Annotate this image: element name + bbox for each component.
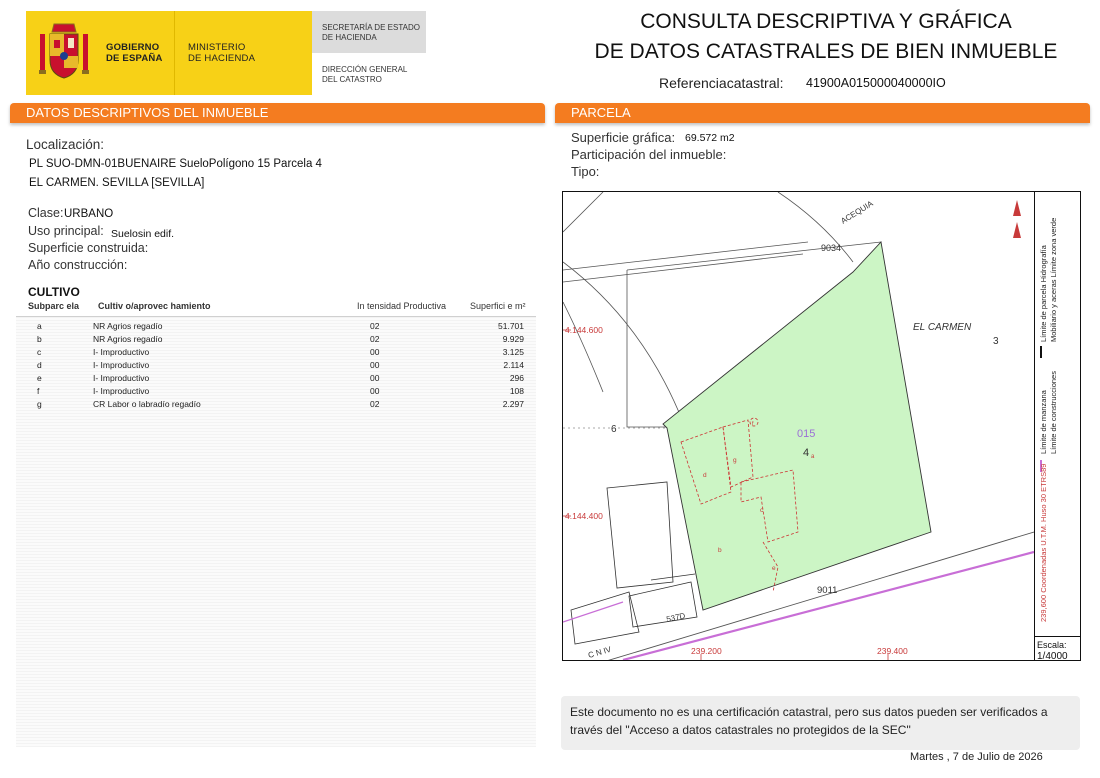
th-cultivo: Cultiv o/aprovec hamiento — [98, 301, 211, 311]
cell-superficie: 2.297 — [502, 399, 524, 409]
label-537d: 537D — [665, 611, 687, 624]
sublabel-b: b — [718, 547, 722, 554]
coat-of-arms-icon — [36, 20, 92, 84]
superficie-construida-label: Superficie construida: — [28, 241, 149, 255]
legend-coords: 239,600 Coordenadas U.T.M. Huso 30 ETRS89 — [1039, 463, 1048, 622]
cell-cultivo: I- Improductivo — [93, 347, 150, 357]
label-9034: 9034 — [821, 243, 842, 253]
uso-label: Uso principal: — [28, 224, 104, 238]
cell-superficie: 9.929 — [502, 334, 524, 344]
cell-intensidad: 00 — [370, 347, 380, 357]
label-9011: 9011 — [817, 585, 838, 596]
cell-cultivo: I- Improductivo — [93, 386, 150, 396]
table-row — [16, 386, 536, 398]
cell-superficie: 108 — [509, 386, 524, 396]
section-parcela: PARCELA — [555, 103, 1090, 123]
table-row — [16, 373, 536, 385]
th-superficie: Superfici e m² — [470, 301, 526, 311]
cell-intensidad: 02 — [370, 334, 380, 344]
label-4: 4 — [803, 447, 810, 459]
escala-label: Escala: — [1037, 640, 1067, 650]
ano-construccion-label: Año construcción: — [28, 258, 128, 272]
cell-cultivo: I- Improductivo — [93, 373, 150, 383]
cell-intensidad: 02 — [370, 321, 380, 331]
th-subparcela: Subparc ela — [28, 301, 80, 311]
cell-cultivo: CR Labor o labradío regadío — [93, 399, 201, 409]
label-6: 6 — [611, 424, 617, 435]
cell-subparcela: e — [37, 373, 42, 383]
gobierno-logo — [26, 11, 426, 95]
cell-subparcela: c — [37, 347, 42, 357]
clase-label: Clase: — [28, 206, 64, 220]
table-row — [16, 399, 536, 411]
direccion-name: DIRECCIÓN GENERAL DEL CATASTRO — [322, 65, 408, 84]
north-arrow-icon — [1013, 200, 1021, 238]
cell-subparcela: g — [37, 399, 42, 409]
cell-subparcela: f — [37, 386, 40, 396]
map-legend — [1034, 192, 1081, 636]
coord-x2: 239.400 — [877, 646, 908, 656]
ref-catastral-value: 41900A015000040000IO — [806, 76, 946, 90]
cell-cultivo: I- Improductivo — [93, 360, 150, 370]
secretaria-name: SECRETARÍA DE ESTADO DE HACIENDA — [322, 23, 420, 42]
ref-catastral-label: Referenciacatastral: — [659, 75, 784, 91]
sublabel-f: f — [752, 421, 754, 427]
ministry-name: MINISTERIO DE HACIENDA — [188, 42, 256, 64]
cultivo-table-header — [16, 298, 536, 317]
parcel-map — [563, 192, 1034, 660]
cell-intensidad: 00 — [370, 360, 380, 370]
superficie-grafica-label: Superficie gráfica: — [571, 130, 676, 145]
parcel-4-shape — [663, 242, 931, 610]
label-3: 3 — [993, 336, 999, 347]
logo-divider — [174, 11, 175, 95]
cell-cultivo: NR Agrios regadío — [93, 334, 163, 344]
label-015: 015 — [797, 428, 816, 440]
table-row — [16, 321, 536, 333]
sublabel-e: e — [772, 565, 776, 572]
cell-cultivo: NR Agrios regadío — [93, 321, 163, 331]
cell-subparcela: b — [37, 334, 42, 344]
legend-manzana: Límite de manzana — [1039, 390, 1048, 454]
cell-subparcela: a — [37, 321, 42, 331]
cultivo-table-body — [16, 317, 536, 747]
tipo-label: Tipo: — [571, 164, 600, 179]
cultivo-title: CULTIVO — [28, 285, 80, 299]
legend-parcela-swatch — [1040, 346, 1042, 358]
gov-name: GOBIERNO DE ESPAÑA — [106, 42, 163, 64]
cell-superficie: 51.701 — [498, 321, 524, 331]
sublabel-c: c — [760, 507, 764, 514]
disclaimer-text: Este documento no es una certificación catastral, pero sus datos pueden ser verificados a través del "Acceso a datos catastrales no protegidos de la SEC" — [570, 705, 1048, 737]
logo-right-panel — [312, 11, 426, 95]
table-row — [16, 360, 536, 372]
participacion-label: Participación del inmueble: — [571, 147, 727, 162]
legend-construcciones: Límite de construcciones — [1049, 371, 1058, 454]
localizacion-label: Localización: — [26, 137, 105, 152]
sublabel-g: g — [733, 457, 737, 464]
section-datos-descriptivos: DATOS DESCRIPTIVOS DEL INMUEBLE — [10, 103, 545, 123]
label-4-sub: a — [811, 454, 815, 460]
legend-mobiliario: Mobiliario y aceras Límite zona verde — [1049, 217, 1058, 342]
cell-superficie: 2.114 — [503, 360, 524, 370]
label-cn-iv: C N IV — [587, 644, 613, 660]
coord-y2: 4.144.400 — [565, 511, 603, 521]
superficie-grafica-value: 69.572 m2 — [685, 132, 735, 144]
label-acequia: ACEQUIA — [839, 198, 875, 226]
uso-value: Suelosin edif. — [111, 228, 175, 240]
table-row — [16, 347, 536, 359]
escala-value: 1/4000 — [1037, 651, 1068, 662]
legend-parcela: Límite de parcela Hidrografía — [1039, 245, 1048, 342]
cell-superficie: 296 — [509, 373, 524, 383]
cell-intensidad: 00 — [370, 386, 380, 396]
clase-value: URBANO — [64, 208, 114, 220]
cell-intensidad: 02 — [370, 399, 380, 409]
localizacion-line2: EL CARMEN. SEVILLA [SEVILLA] — [29, 177, 205, 189]
coord-y1: 4.144.600 — [565, 325, 603, 335]
cell-intensidad: 00 — [370, 373, 380, 383]
th-intensidad: In tensidad Productiva — [357, 301, 447, 311]
cell-subparcela: d — [37, 360, 42, 370]
page-title-line2: DE DATOS CATASTRALES DE BIEN INMUEBLE — [594, 40, 1058, 63]
localizacion-line1: PL SUO-DMN-01BUENAIRE SueloPolígono 15 Parcela 4 — [29, 158, 322, 170]
cell-superficie: 3.125 — [502, 347, 524, 357]
coord-x1: 239.200 — [691, 646, 722, 656]
sublabel-d: d — [703, 472, 707, 479]
document-date: Martes , 7 de Julio de 2026 — [910, 751, 1043, 763]
page-title-line1: CONSULTA DESCRIPTIVA Y GRÁFICA — [640, 10, 1012, 33]
label-el-carmen: EL CARMEN — [913, 322, 972, 333]
table-row — [16, 334, 536, 346]
